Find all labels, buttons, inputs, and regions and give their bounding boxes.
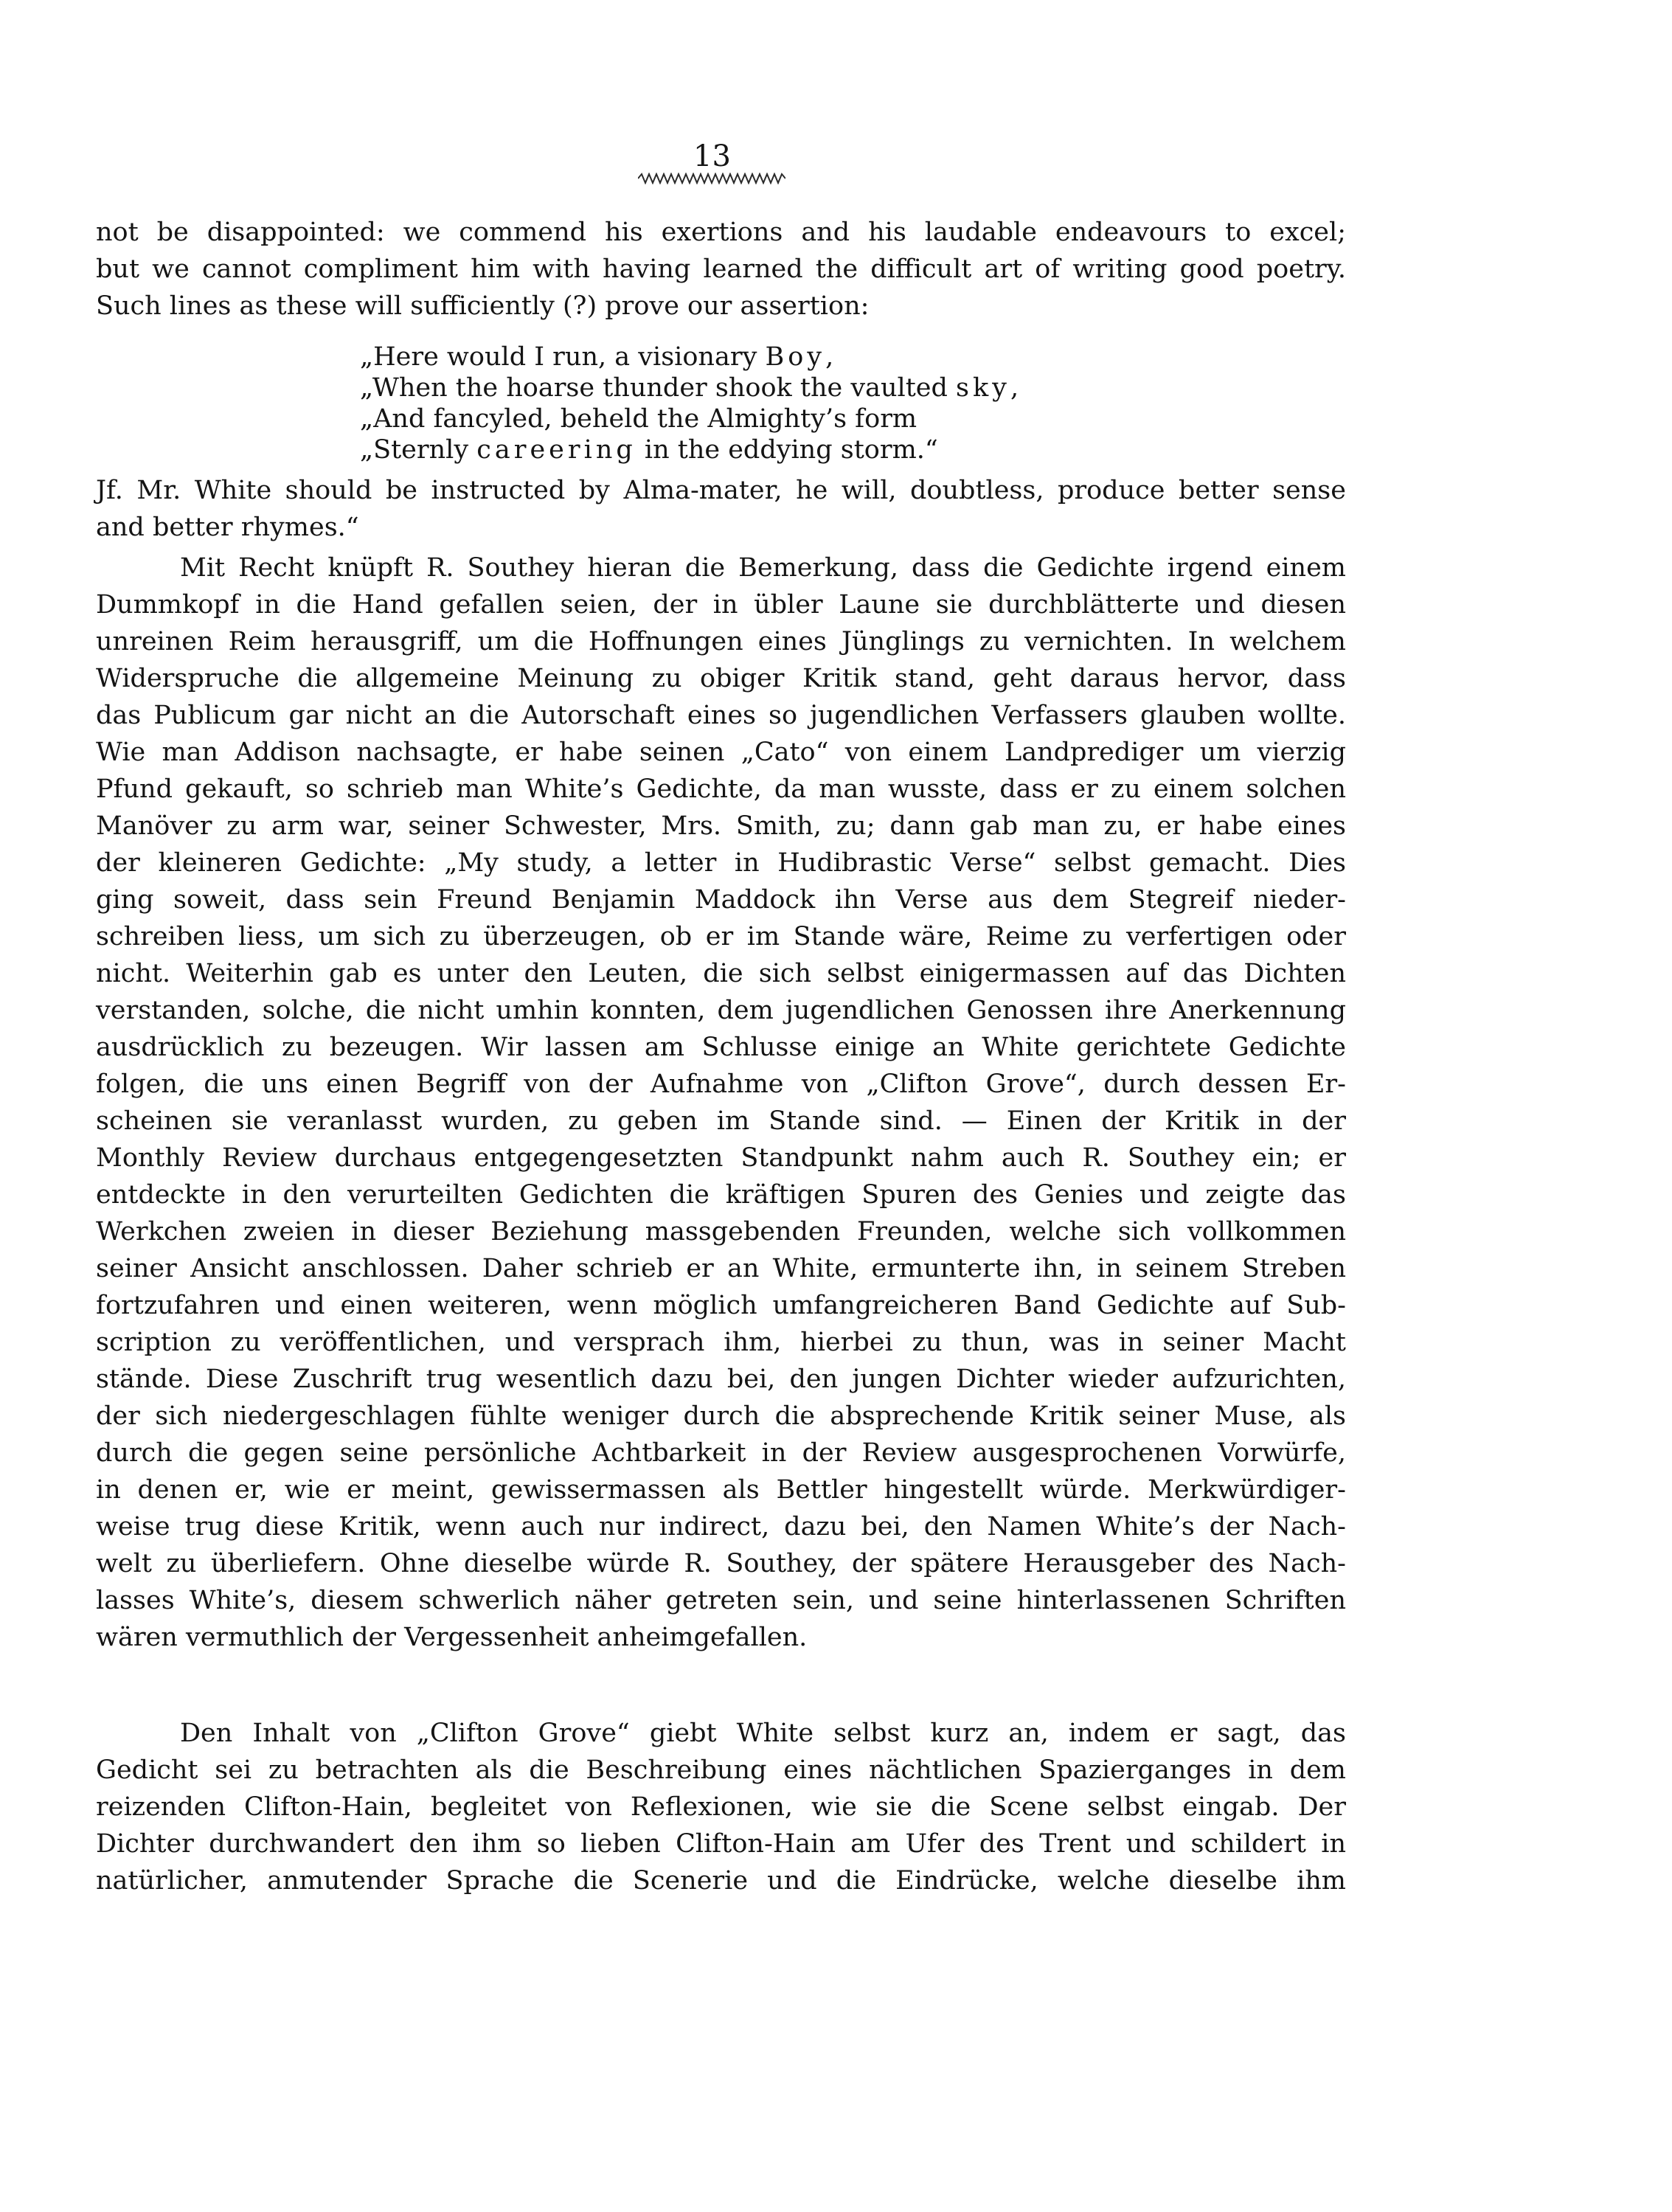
verse-segment: Boy	[765, 342, 826, 372]
text-line: der sich niedergeschlagen fühlte weniger durch die absprechende Kritik seiner Muse, als	[96, 1401, 1346, 1431]
verse-line	[360, 434, 1097, 465]
text-line: weise trug diese Kritik, wenn auch nur indirect, dazu bei, den Namen White’s der Nach-	[96, 1512, 1346, 1542]
text-line: der kleineren Gedichte: „My study, a letter in Hudibrastic Verse“ selbst gemacht. Dies	[96, 848, 1346, 878]
verse-segment: sky	[956, 373, 1010, 403]
text-line: verstanden, solche, die nicht umhin konnten, dem jugendlichen Genossen ihre Anerkennung	[96, 996, 1346, 1025]
verse-segment: in the eddying storm.“	[636, 435, 938, 465]
text-line: Monthly Review durchaus entgegengesetzten Standpunkt nahm auch R. Southey ein; er	[96, 1143, 1346, 1173]
text-line: Pfund gekauft, so schrieb man White’s Gedichte, da man wusste, dass er zu einem solchen	[96, 774, 1346, 804]
text-line: Widerspruche die allgemeine Meinung zu obiger Kritik stand, geht daraus hervor, dass	[96, 664, 1346, 693]
text-line: natürlicher, anmutender Sprache die Scenerie und die Eindrücke, welche dieselbe ihm	[96, 1866, 1346, 1896]
text-line: Dichter durchwandert den ihm so lieben Clifton-Hain am Ufer des Trent und schildert in	[96, 1829, 1346, 1859]
text-line: durch die gegen seine persönliche Achtbarkeit in der Review ausgesprochenen Vorwürfe,	[96, 1438, 1346, 1468]
text-line: Wie man Addison nachsagte, er habe seinen „Cato“ von einem Landprediger um vierzig	[96, 738, 1346, 767]
text-line: das Publicum gar nicht an die Autorschaft eines so jugendlichen Verfassers glauben wollte.	[96, 701, 1346, 730]
text-line: reizenden Clifton-Hain, begleitet von Reflexionen, wie sie die Scene selbst eingab. Der	[96, 1792, 1346, 1822]
text-line: not be disappointed: we commend his exertions and his laudable endeavours to excel;	[96, 218, 1346, 247]
text-line: entdeckte in den verurteilten Gedichten die kräftigen Spuren des Genies und zeigte das	[96, 1180, 1346, 1210]
text-line: schreiben liess, um sich zu überzeugen, ob er im Stande wäre, Reime zu verfertigen oder	[96, 922, 1346, 951]
page-number: 13	[693, 139, 731, 173]
verse-segment: careering	[476, 435, 636, 465]
text-line: Such lines as these will sufficiently (?) prove our assertion:	[96, 291, 870, 321]
text-line: scription zu veröffentlichen, und versprach ihm, hierbei zu thun, was in seiner Macht	[96, 1328, 1346, 1357]
verse-line	[360, 341, 1097, 372]
verse-line	[360, 372, 1097, 403]
paragraph-english-quote	[96, 214, 1346, 325]
text-line: welt zu überliefern. Ohne dieselbe würde R. Southey, der spätere Herausgeber des Nach-	[96, 1549, 1346, 1578]
text-line: fortzufahren und einen weiteren, wenn möglich umfangreicheren Band Gedichte auf Sub-	[96, 1291, 1346, 1320]
text-line: scheinen sie veranlasst wurden, zu geben im Stande sind. — Einen der Kritik in der	[96, 1106, 1346, 1136]
text-line: Jf. Mr. White should be instructed by Alma-mater, he will, doubtless, produce better sense	[96, 476, 1346, 505]
text-line: Werkchen zweien in dieser Beziehung massgebenden Freunden, welche sich vollkommen	[96, 1217, 1346, 1247]
text-line: wären vermuthlich der Vergessenheit anheimgefallen.	[96, 1623, 808, 1652]
text-line: Mit Recht knüpft R. Southey hieran die Bemerkung, dass die Gedichte irgend einem	[180, 553, 1346, 583]
verse-segment: ,	[1010, 373, 1019, 403]
text-line: ging soweit, dass sein Freund Benjamin Maddock ihn Verse aus dem Stegreif nieder-	[96, 885, 1346, 915]
text-line: stände. Diese Zuschrift trug wesentlich dazu bei, den jungen Dichter wieder aufzurichten,	[96, 1365, 1346, 1394]
text-line: Dummkopf in die Hand gefallen seien, der in übler Laune sie durchblätterte und diesen	[96, 590, 1346, 620]
text-line: ausdrücklich zu bezeugen. Wir lassen am Schlusse einige an White gerichtete Gedichte	[96, 1033, 1346, 1062]
paragraph-southey-remark	[96, 549, 1346, 1656]
text-line: in denen er, wie er meint, gewissermassen als Bettler hingestellt würde. Merkwürdiger-	[96, 1475, 1346, 1505]
verse-quotation	[360, 341, 1097, 465]
paragraph-english-quote-end	[96, 472, 1346, 546]
text-line: Manöver zu arm war, seiner Schwester, Mrs. Smith, zu; dann gab man zu, er habe eines	[96, 811, 1346, 841]
text-line: but we cannot compliment him with having learned the difficult art of writing good poetry.	[96, 254, 1346, 284]
verse-segment: „When the hoarse thunder shook the vaulted	[360, 373, 957, 403]
text-line: folgen, die uns einen Begriff von der Aufnahme von „Clifton Grove“, durch dessen Er-	[96, 1069, 1346, 1099]
text-line: seiner Ansicht anschlossen. Daher schrieb er an White, ermunterte ihn, in seinem Streben	[96, 1254, 1346, 1283]
text-line: and better rhymes.“	[96, 513, 359, 542]
text-line: nicht. Weiterhin gab es unter den Leuten, die sich selbst einigermassen auf das Dichten	[96, 959, 1346, 988]
text-line: lasses White’s, diesem schwerlich näher getreten sein, und seine hinterlassenen Schriften	[96, 1586, 1346, 1615]
paragraph-clifton-grove-content	[96, 1715, 1346, 1899]
verse-segment: ,	[825, 342, 834, 372]
verse-segment: „Here would I run, a visionary	[360, 342, 766, 372]
verse-line	[360, 403, 1097, 434]
text-line: Gedicht sei zu betrachten als die Beschreibung eines nächtlichen Spazierganges in dem	[96, 1755, 1346, 1785]
page-number-ornament	[638, 173, 785, 184]
verse-segment: „Sternly	[360, 435, 477, 465]
text-line: unreinen Reim herausgriff, um die Hoffnungen eines Jünglings zu vernichten. In welchem	[96, 627, 1346, 656]
text-line: Den Inhalt von „Clifton Grove“ giebt White selbst kurz an, indem er sagt, das	[180, 1719, 1346, 1748]
verse-segment: „And fancyled, beheld the Almighty’s form	[360, 404, 917, 434]
